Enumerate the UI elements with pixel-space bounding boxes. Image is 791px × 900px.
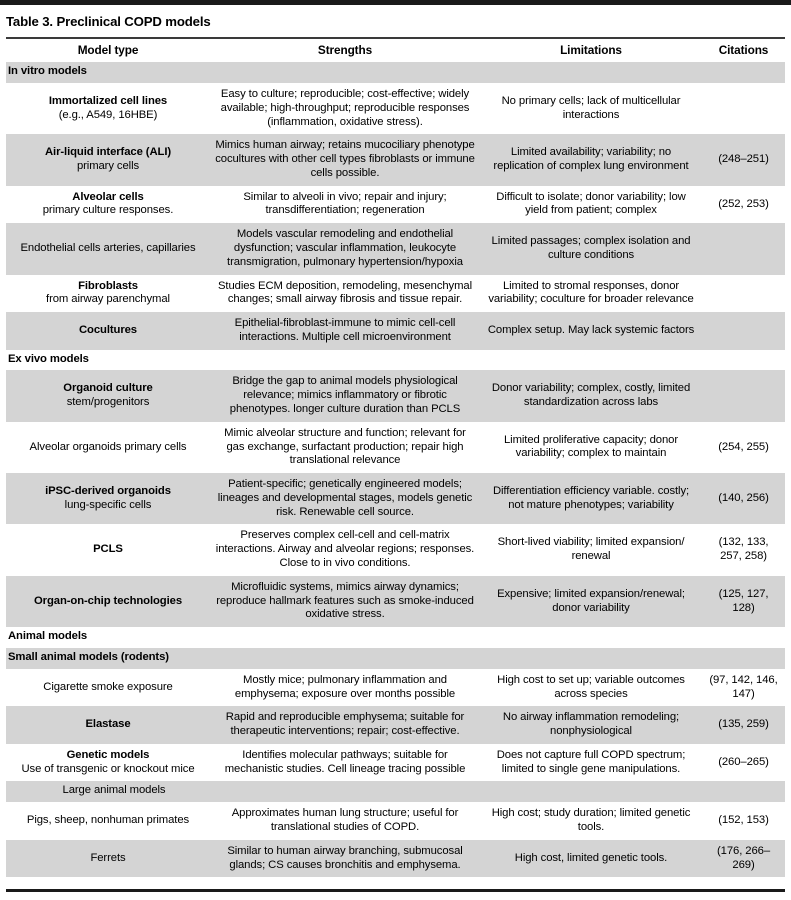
cell-model-type <box>6 706 210 744</box>
cell-limitations: Expensive; limited expansion/renewal; donor variability <box>480 576 702 627</box>
table-title: Table 3. Preclinical COPD models <box>6 14 211 29</box>
section-label-text: Large animal models <box>62 784 166 797</box>
table-header-row <box>6 39 785 62</box>
cell-strengths: Rapid and reproducible emphysema; suitable for therapeutic interventions; repair; cost-effective. <box>210 706 480 744</box>
cell-model-type <box>6 422 210 473</box>
model-type-primary: Cocultures <box>78 324 137 336</box>
cell-limitations: Complex setup. May lack systemic factors <box>480 312 702 350</box>
section-label: Ex vivo models <box>6 350 785 371</box>
model-type-secondary: lung-specific cells <box>64 498 152 511</box>
column-header-model-type: Model type <box>6 39 210 62</box>
cell-citations: (152, 153) <box>702 802 785 840</box>
model-type-secondary: primary cells <box>76 159 140 172</box>
model-type-primary: Air-liquid interface (ALI) <box>44 146 172 159</box>
model-type-primary: iPSC-derived organoids <box>45 485 171 498</box>
cell-citations: (125, 127, 128) <box>702 576 785 627</box>
table-row <box>6 312 785 350</box>
model-type-primary: Genetic models <box>66 748 150 761</box>
cell-citations: (97, 142, 146, 147) <box>702 669 785 707</box>
cell-model-type <box>6 669 210 707</box>
cell-model-type <box>6 370 210 421</box>
cell-citations: (260–265) <box>702 744 785 782</box>
model-type-secondary: Endothelial cells arteries, capillaries <box>20 241 196 254</box>
cell-strengths: Easy to culture; reproducible; cost-effective; widely available; high-throughput; reproducible responses (inflammation, oxidative stress). <box>210 83 480 134</box>
cell-strengths: Patient-specific; genetically engineered models; lineages and developmental stages, models genetic risk. Renewable cell source. <box>210 473 480 524</box>
table-row <box>6 83 785 134</box>
table-trailing-spacer <box>6 877 785 889</box>
section-label: Small animal models (rodents) <box>6 648 785 669</box>
model-type-secondary: Cigarette smoke exposure <box>43 680 173 693</box>
table-section-header-row <box>6 350 785 371</box>
cell-citations: (254, 255) <box>702 422 785 473</box>
model-type-secondary: primary culture responses. <box>42 204 174 217</box>
cell-limitations: No airway inflammation remodeling; nonphysiological <box>480 706 702 744</box>
cell-limitations: High cost, limited genetic tools. <box>480 840 702 878</box>
table-row <box>6 473 785 524</box>
cell-model-type <box>6 134 210 185</box>
cell-model-type <box>6 473 210 524</box>
table-row <box>6 370 785 421</box>
cell-limitations: High cost; study duration; limited genetic tools. <box>480 802 702 840</box>
table-row <box>6 706 785 744</box>
cell-strengths: Similar to alveoli in vivo; repair and injury; transdifferentiation; regeneration <box>210 186 480 224</box>
model-type-secondary: Use of transgenic or knockout mice <box>21 762 195 775</box>
model-type-primary: Alveolar cells <box>72 190 144 203</box>
cell-citations <box>702 83 785 134</box>
cell-limitations: Difficult to isolate; donor variability; low yield from patient; complex <box>480 186 702 224</box>
cell-model-type <box>6 744 210 782</box>
column-header-citations: Citations <box>702 39 785 62</box>
table-row <box>6 223 785 274</box>
cell-limitations: Donor variability; complex, costly, limited standardization across labs <box>480 370 702 421</box>
cell-model-type <box>6 186 210 224</box>
cell-model-type <box>6 223 210 274</box>
section-label: Animal models <box>6 627 785 648</box>
cell-strengths: Models vascular remodeling and endothelial dysfunction; vascular inflammation, leukocyte transmigration, pulmonary hypertension/hypoxia <box>210 223 480 274</box>
table-row <box>6 186 785 224</box>
cell-model-type <box>6 275 210 313</box>
table-section-header-row <box>6 62 785 83</box>
model-type-secondary: Alveolar organoids primary cells <box>29 440 187 453</box>
table-row <box>6 840 785 878</box>
cell-limitations: No primary cells; lack of multicellular interactions <box>480 83 702 134</box>
cell-citations <box>702 370 785 421</box>
cell-strengths: Identifies molecular pathways; suitable for mechanistic studies. Cell lineage tracing possible <box>210 744 480 782</box>
table-section-header-row <box>6 781 785 802</box>
column-header-strengths: Strengths <box>210 39 480 62</box>
table-row <box>6 134 785 185</box>
cell-limitations: Limited passages; complex isolation and culture conditions <box>480 223 702 274</box>
table-row <box>6 802 785 840</box>
cell-strengths: Mimics human airway; retains mucociliary phenotype cocultures with other cell types fibroblasts or immune cells possible. <box>210 134 480 185</box>
cell-citations <box>702 312 785 350</box>
model-type-primary: Immortalized cell lines <box>48 94 168 107</box>
cell-model-type <box>6 312 210 350</box>
cell-limitations: Does not capture full COPD spectrum; limited to single gene manipulations. <box>480 744 702 782</box>
cell-strengths: Mimic alveolar structure and function; relevant for gas exchange, surfactant production; repair high translational relevance <box>210 422 480 473</box>
cell-citations: (135, 259) <box>702 706 785 744</box>
cell-model-type <box>6 524 210 575</box>
cell-model-type <box>6 83 210 134</box>
model-type-primary: Fibroblasts <box>78 279 138 292</box>
table-row <box>6 275 785 313</box>
model-type-primary: Elastase <box>85 718 131 731</box>
cell-citations <box>702 275 785 313</box>
cell-limitations: Short-lived viability; limited expansion/ renewal <box>480 524 702 575</box>
cell-citations: (248–251) <box>702 134 785 185</box>
table-row <box>6 422 785 473</box>
cell-model-type <box>6 840 210 878</box>
cell-strengths: Epithelial-fibroblast-immune to mimic cell-cell interactions. Multiple cell microenvironment <box>210 312 480 350</box>
cell-citations: (176, 266–269) <box>702 840 785 878</box>
cell-strengths: Bridge the gap to animal models physiological relevance; mimics inflammatory or fibrotic phenotypes. longer culture duration than PCLS <box>210 370 480 421</box>
model-type-secondary: Ferrets <box>90 851 126 864</box>
cell-strengths: Preserves complex cell-cell and cell-matrix interactions. Airway and alveolar regions; responses. Close to in vivo conditions. <box>210 524 480 575</box>
model-type-primary: Organ-on-chip technologies <box>33 594 183 607</box>
model-type-secondary: Pigs, sheep, nonhuman primates <box>26 814 190 827</box>
cell-strengths: Similar to human airway branching, submucosal glands; CS causes bronchitis and emphysema. <box>210 840 480 878</box>
column-header-limitations: Limitations <box>480 39 702 62</box>
table-row <box>6 744 785 782</box>
spacer-cell <box>6 877 785 889</box>
cell-limitations: High cost to set up; variable outcomes across species <box>480 669 702 707</box>
table-bottom-rule <box>6 889 785 892</box>
table-section-header-row <box>6 648 785 669</box>
cell-limitations: Limited proliferative capacity; donor variability; complex to maintain <box>480 422 702 473</box>
model-type-primary: PCLS <box>93 543 123 556</box>
cell-limitations: Limited to stromal responses, donor variability; coculture for broader relevance <box>480 275 702 313</box>
table-body <box>6 62 785 889</box>
model-type-secondary: stem/progenitors <box>66 396 150 409</box>
model-type-secondary: from airway parenchymal <box>46 293 170 306</box>
model-type-secondary: (e.g., A549, 16HBE) <box>58 108 158 121</box>
table-row <box>6 524 785 575</box>
cell-citations: (140, 256) <box>702 473 785 524</box>
cell-citations <box>702 223 785 274</box>
table-row <box>6 669 785 707</box>
cell-model-type <box>6 576 210 627</box>
cell-strengths: Mostly mice; pulmonary inflammation and emphysema; exposure over months possible <box>210 669 480 707</box>
cell-citations: (132, 133, 257, 258) <box>702 524 785 575</box>
table-row <box>6 576 785 627</box>
cell-strengths: Studies ECM deposition, remodeling, mesenchymal changes; small airway fibrosis and tissue repair. <box>210 275 480 313</box>
preclinical-copd-models-table <box>6 39 785 889</box>
section-label <box>6 781 785 802</box>
cell-limitations: Limited availability; variability; no replication of complex lung environment <box>480 134 702 185</box>
section-label: In vitro models <box>6 62 785 83</box>
cell-model-type <box>6 802 210 840</box>
cell-strengths: Approximates human lung structure; useful for translational studies of COPD. <box>210 802 480 840</box>
cell-limitations: Differentiation efficiency variable. costly; not mature phenotypes; variability <box>480 473 702 524</box>
cell-strengths: Microfluidic systems, mimics airway dynamics; reproduce hallmark features such as smoke-induced oxidative stress. <box>210 576 480 627</box>
model-type-primary: Organoid culture <box>63 382 153 395</box>
cell-citations: (252, 253) <box>702 186 785 224</box>
table-section-header-row <box>6 627 785 648</box>
table-head <box>6 39 785 62</box>
